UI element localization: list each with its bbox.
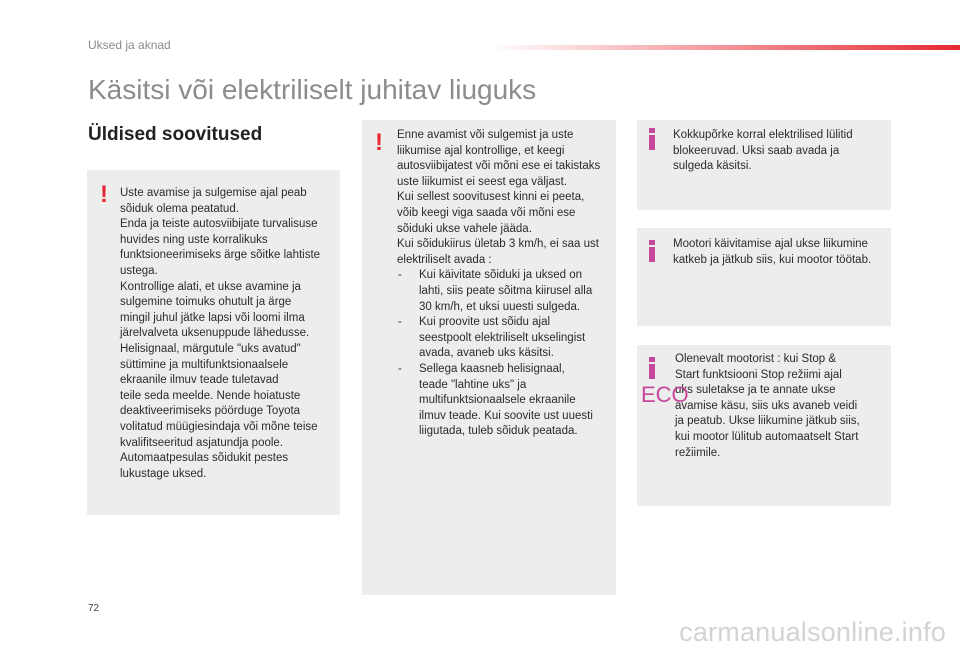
page-title: Käsitsi või elektriliselt juhitav liuguks (88, 74, 537, 105)
text-line: Start funktsiooni Stop režiimi ajal (675, 368, 842, 381)
text-line: katkeb ja jätkub siis, kui mootor töötab. (673, 253, 872, 266)
text-line: Helisignaal, märgutule "uks avatud" (120, 342, 301, 355)
text-line: elektriliselt avada : (397, 253, 492, 266)
text-line: ekraanile ilmuv teade tuletavad (120, 374, 279, 387)
info-icon (649, 357, 656, 379)
text-line: Mootori käivitamise ajal ukse liikumine (673, 238, 868, 250)
text-line: sõiduki ukse vahele jääda. (397, 222, 532, 235)
warning-icon: ! (375, 129, 383, 156)
text-line: autosviibijatest või mõni ese ei takistaks (397, 160, 601, 173)
text-line: huvides ning uste korralikuks (120, 233, 268, 246)
header-accent-rule (490, 45, 960, 50)
info-text-stop-start (675, 352, 887, 461)
text-line: lukustage uksed. (120, 467, 207, 480)
info-box-engine-start (637, 228, 891, 326)
text-line: teade "lahtine uks" ja (419, 378, 527, 391)
text-line: Enda ja teiste autosviibijate turvalisuse (120, 218, 318, 231)
info-box-stop-start (637, 345, 891, 506)
text-line: lahti, siis peate sõitma kiirusel alla (419, 284, 593, 297)
text-line: kui mootor lülitub automaatselt Start (675, 430, 859, 443)
text-line: uks suletakse ja te annate ukse (675, 384, 836, 397)
warning-icon: ! (100, 181, 108, 208)
text-line: sulgemine toimuks ohutult ja ärge (120, 296, 292, 309)
warning-text-general (120, 186, 335, 482)
text-line: Enne avamist või sulgemist ja uste (397, 129, 574, 141)
text-line: sulgeda käsitsi. (673, 160, 752, 173)
warning-box-general (87, 170, 340, 515)
text-line: Olenevalt mootorist : kui Stop & (675, 353, 837, 365)
text-line: - Sellega kaasneb helisignaal, (419, 362, 565, 375)
text-line: 30 km/h, et uksi uuesti sulgeda. (419, 300, 581, 313)
text-line: - Kui käivitate sõiduki ja uksed on (419, 269, 583, 282)
text-line: funktsioneerimiseks ärge sõitke lahtiste (120, 249, 321, 262)
text-line: liikumise ajal kontrollige, et keegi (397, 144, 565, 157)
text-line: süttimine ja multifunktsionaalsele (120, 358, 289, 371)
info-icon (649, 240, 656, 262)
page-number: 72 (88, 603, 100, 614)
info-box-collision (637, 120, 891, 210)
section-header-label: Uksed ja aknad (88, 38, 171, 52)
text-line: Kokkupõrke korral elektrilised lülitid (673, 129, 853, 141)
list-item (397, 362, 612, 440)
text-line: - Kui proovite ust sõidu ajal (419, 316, 551, 329)
text-line: deaktiveerimiseks pöörduge Toyota (120, 405, 301, 418)
text-line: Kui sõidukiirus ületab 3 km/h, ei saa ust (397, 238, 599, 251)
text-line: Automaatpesulas sõidukit pestes (120, 452, 289, 465)
text-line: Kui sellest soovitusest kinni ei peeta, (397, 191, 585, 204)
watermark: carmanualsonline.info (679, 617, 946, 647)
text-line: volitatud müügiesindaja või mõne teise (120, 420, 318, 433)
text-line: järelvalveta uksenuppude lähedusse. (120, 327, 310, 340)
bullet-list (397, 268, 612, 440)
text-line: mingil juhul jätke lapsi või loomi ilma (120, 311, 305, 324)
section-title: Üldised soovitused (88, 124, 263, 145)
eco-icon: ECO (641, 382, 689, 407)
info-text-engine-start (673, 237, 887, 268)
text-line: kvalifitseeritud asjatundja poole. (120, 436, 284, 449)
list-item (397, 315, 612, 362)
warning-text-door-movement (397, 128, 612, 440)
text-line: režiimile. (675, 446, 721, 459)
text-line: seestpoolt elektriliselt ukselingist (419, 331, 586, 344)
warning-box-door-movement (362, 120, 616, 595)
text-line: võib keegi viga saada või mõni ese (397, 206, 576, 219)
text-line: Kontrollige alati, et ukse avamine ja (120, 280, 301, 293)
text-line: ustega. (120, 264, 158, 277)
info-icon (649, 128, 656, 150)
text-line: liigutada, tuleb sõiduk peatada. (419, 425, 578, 438)
text-line: ilmuv teade. Kui soovite ust uuesti (419, 409, 593, 422)
text-line: teile seda meelde. Nende hoiatuste (120, 389, 301, 402)
text-line: sõiduk olema peatatud. (120, 202, 239, 215)
text-line: ja peatub. Ukse liikumine jätkub siis, (675, 415, 860, 428)
text-line: multifunktsionaalsele ekraanile (419, 394, 576, 407)
text-line: avada, avaneb uks käsitsi. (419, 347, 554, 360)
text-line: avamise käsu, siis uks avaneb veidi (675, 399, 858, 412)
text-line: Uste avamise ja sulgemise ajal peab (120, 187, 307, 199)
text-line: blokeeruvad. Uksi saab avada ja (673, 144, 840, 157)
info-text-collision (673, 128, 887, 175)
text-line: uste liikumist ei seest ega väljast. (397, 175, 568, 188)
list-item (397, 268, 612, 315)
